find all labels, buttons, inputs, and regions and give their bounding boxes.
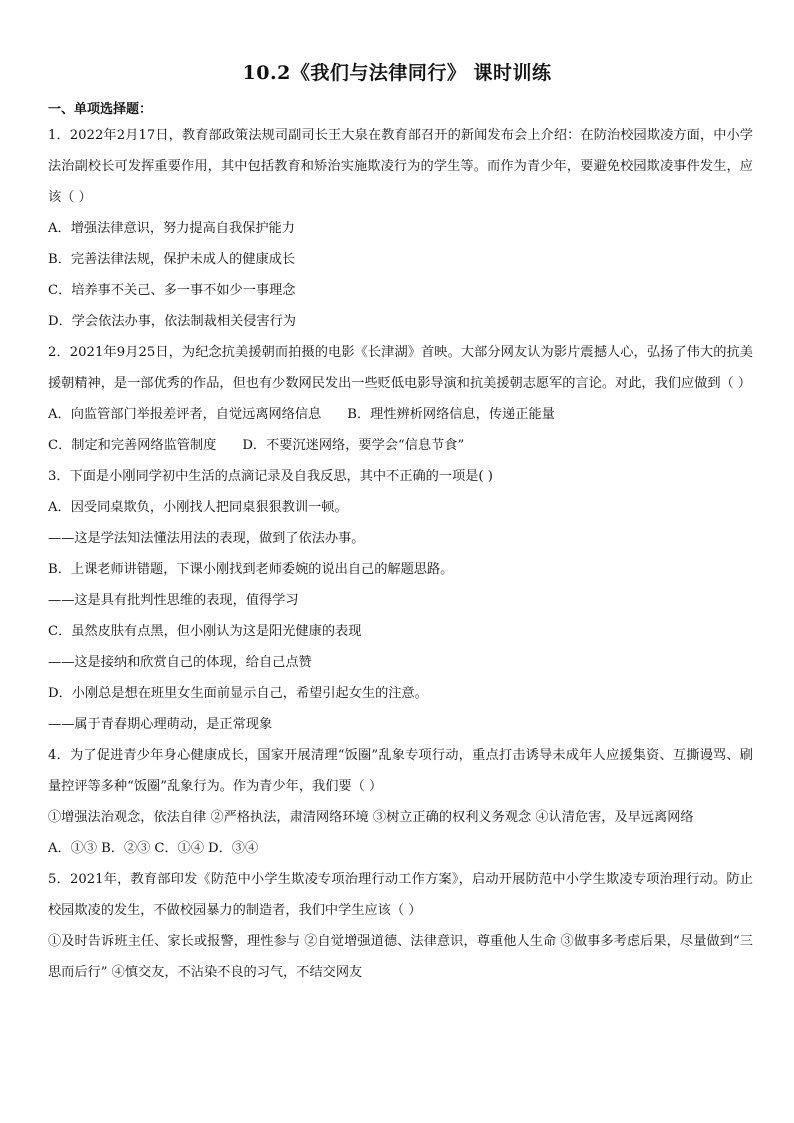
- option-d: D．学会依法办事，依法制裁相关侵害行为: [48, 314, 296, 329]
- option-d: D．不要沉迷网络，要学会“信息节食”: [242, 438, 465, 453]
- option-d-reflection: ——属于青春期心理萌动，是正常现象: [48, 717, 273, 732]
- options-row-1: [48, 399, 753, 430]
- option-b: B．理性辨析网络信息，传递正能量: [347, 407, 555, 422]
- option-c: C．制定和完善网络监管制度: [48, 438, 217, 453]
- question-stem: 1．2022年2月17日，教育部政策法规司副司长王大泉在教育部召开的新闻发布会上介绍：在防治校园欺凌方面，中小学法治副校长可发挥重要作用，其中包括教育和矫治实施欺凌行为的学生等。而作为青少年，要避免校园欺凌事件发生，应该（ ）: [48, 128, 753, 205]
- option-b: B．完善法律法规，保护未成人的健康成长: [48, 252, 296, 267]
- option-d: D．③④: [208, 841, 259, 856]
- question-4: [48, 740, 753, 864]
- section-heading: 一、单项选择题：: [48, 102, 153, 117]
- option-c: C．培养事不关己、多一事不如少一事理念: [48, 283, 296, 298]
- question-stem: 5．2021年，教育部印发《防范中小学生欺凌专项治理行动工作方案》，启动开展防范中小学生欺凌专项治理行动。防止校园欺凌的发生，不做校园暴力的制造者，我们中学生应该（ ）: [48, 872, 753, 918]
- option-d: D．小刚总是想在班里女生面前显示自己，希望引起女生的注意。: [48, 686, 428, 701]
- question-5: [48, 864, 753, 988]
- option-c-reflection: ——这是接纳和欣赏自己的体现，给自己点赞: [48, 655, 312, 670]
- option-c: C．虽然皮肤有点黑，但小刚认为这是阳光健康的表现: [48, 624, 362, 639]
- statement-items: ①及时告诉班主任、家长或报警，理性参与 ②自觉增强道德、法律意识，尊重他人生命 ③做事多考虑后果，尽量做到“三思而后行” ④慎交友，不沾染不良的习气，不结交网友: [48, 934, 753, 980]
- question-3: [48, 461, 753, 740]
- answer-options: [48, 833, 753, 864]
- option-a: A．向监管部门举报差评者，自觉远离网络信息: [48, 407, 322, 422]
- question-1: [48, 120, 753, 337]
- question-stem: 2．2021年9月25日，为纪念抗美援朝而拍摄的电影《长津湖》首映。大部分网友认为影片震撼人心，弘扬了伟大的抗美援朝精神，是一部优秀的作品，但也有少数网民发出一些贬低电影导演和抗美援朝志愿军的言论。对此，我们应做到（ ）: [48, 345, 753, 391]
- option-a-reflection: ——这是学法知法懂法用法的表现，做到了依法办事。: [48, 531, 365, 546]
- question-2: [48, 337, 753, 461]
- question-stem: 4．为了促进青少年身心健康成长，国家开展清理“饭圈”乱象专项行动，重点打击诱导未成年人应援集资、互撕谩骂、刷量控评等多种“饭圈”乱象行为。作为青少年，我们要（ ）: [48, 748, 753, 794]
- question-stem: 3．下面是小刚同学初中生活的点滴记录及自我反思，其中不正确的一项是( ): [48, 469, 493, 484]
- option-b: B．②③: [101, 841, 151, 856]
- question-list: [48, 120, 753, 988]
- option-a: A．增强法律意识，努力提高自我保护能力: [48, 221, 295, 236]
- statement-items: ①增强法治观念，依法自律 ②严格执法，肃清网络环境 ③树立正确的权利义务观念 ④认清危害，及早远离网络: [48, 810, 694, 825]
- option-b-reflection: ——这是具有批判性思维的表现，值得学习: [48, 593, 299, 608]
- option-a: A．①③: [48, 841, 98, 856]
- option-b: B．上课老师讲错题，下课小刚找到老师委婉的说出自己的解题思路。: [48, 562, 454, 577]
- options-row-2: [48, 430, 753, 461]
- option-a: A．因受同桌欺负，小刚找人把同桌狠狠教训一顿。: [48, 500, 348, 515]
- page-title: 10.2《我们与法律同行》 课时训练: [242, 62, 552, 84]
- option-c: C．①④: [154, 841, 205, 856]
